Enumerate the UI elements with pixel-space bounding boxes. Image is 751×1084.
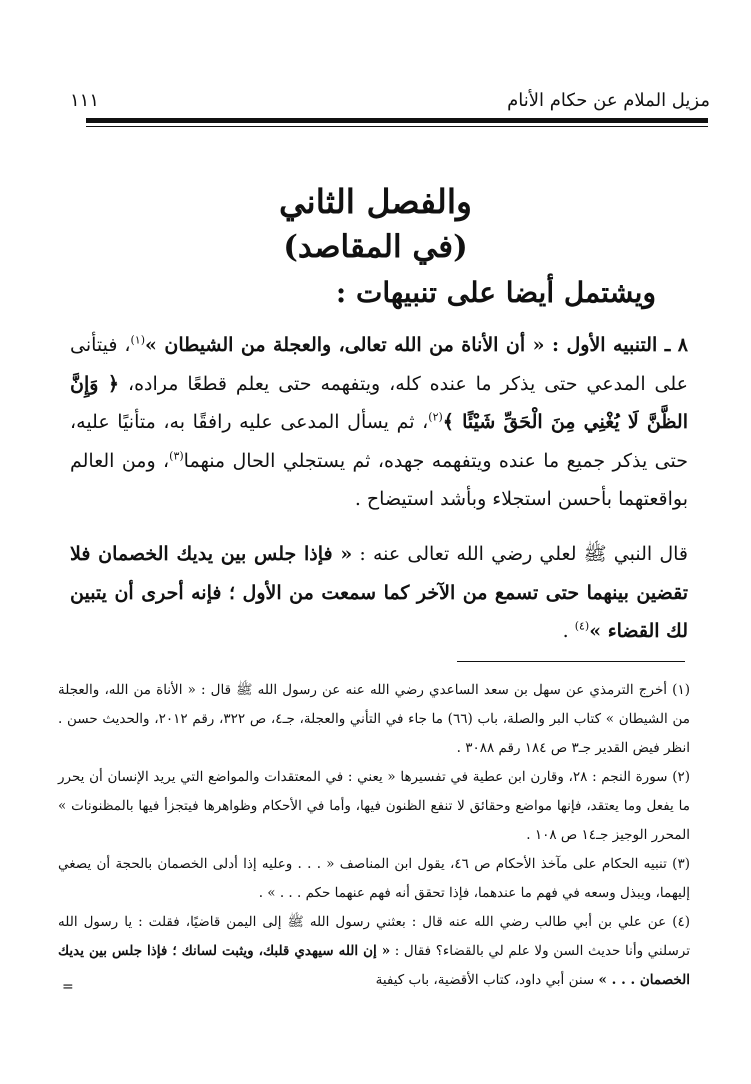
- section-first-notice: [70, 326, 688, 519]
- hadith-quote: « فإذا جلس بين يديك الخصمان فلا تقضين بينهما حتى تسمع من الآخر كما سمعت من الأول ؛ فإنه أحرى أن يتبين لك القضاء »: [70, 543, 688, 642]
- paragraph-text: ، فيتأنى على المدعي حتى يذكر ما عنده كله، ويتفهمه حتى يعلم قطعًا مراده،: [70, 334, 689, 395]
- footnote-text: سنن أبي داود، كتاب الأقضية، باب كيفية: [375, 972, 599, 988]
- page-number: ١١١: [70, 90, 100, 111]
- footnote-ref: (٤): [574, 619, 590, 633]
- notice-heading: « أن الأناة من الله تعالى، والعجلة من الشيطان »: [145, 334, 545, 356]
- footnote-number: (٢): [672, 769, 691, 785]
- footnotes: [58, 676, 690, 995]
- footnote-separator: [457, 661, 685, 662]
- footnote-text: تنبيه الحكام على مآخذ الأحكام ص ٤٦، يقول ابن المناصف « . . . وعليه إذا أدلى الخصمان بالحجة أن يصغي إليهما، ويبذل وسعه في فهم ما عندهما، فإذا تحقق أنه فهم عنهما حكم . . . » .: [58, 856, 690, 901]
- section-hadith: [70, 535, 688, 651]
- footnote-ref: (١): [130, 333, 146, 347]
- footnote: [58, 908, 690, 995]
- continuation-mark: =: [62, 979, 74, 995]
- chapter-subtitle: (في المقاصد): [283, 229, 468, 265]
- paragraph: [70, 535, 688, 651]
- chapter-intro: ويشتمل أيضا على تنبيهات :: [335, 276, 656, 309]
- notice-lead: ٨ ـ التنبيه الأول :: [544, 334, 688, 356]
- running-header: [70, 88, 710, 118]
- footnote-ref: (٢): [428, 410, 443, 424]
- footnote-text: سورة النجم : ٢٨، وقارن ابن عطية في تفسيرها « يعني : في المعتقدات والمواضع التي يريد الإنسان أن يحرر ما يفعل وما يعتقد، فإنها مواضع وحقائق لا تنفع الظنون فيها، وأما في الأحكام وظواهرها فيتجزأ فيها بالمظنونات » المحرر الوجيز جـ١٤ ص ١٠٨ .: [58, 769, 690, 843]
- footnote-text: عن علي بن أبي طالب رضي الله عنه قال : بعثني رسول الله ﷺ إلى اليمن قاضيًا، فقلت : يا رسول الله ترسلني وأنا حديث السن ولا علم لي بالقضاء؟ فقال :: [58, 914, 690, 959]
- footnote-number: (١): [672, 682, 690, 698]
- footnote-number: (٣): [672, 856, 690, 872]
- paragraph: [70, 326, 688, 519]
- header-rule-thin: [86, 126, 708, 127]
- footnote-hadith: « إن الله سيهدي قلبك، ويثبت لسانك ؛ فإذا جلس بين يديك الخصمان . . . »: [58, 943, 690, 988]
- footnote-text: أخرج الترمذي عن سهل بن سعد الساعدي رضي الله عنه عن رسول الله ﷺ قال : « الأناة من الله، والعجلة من الشيطان » كتاب البر والصلة، باب (٦٦) ما جاء في التأني والعجلة، جـ٤، ص ٣٢٢، رقم ٢٠١٢، والحديث حسن . انظر فيض القدير جـ٣ ص ١٨٤ رقم ٣٠٨٨ .: [58, 682, 690, 756]
- paragraph-text: ، ثم يسأل المدعى عليه رافقًا به، متأنيًا عليه، حتى يذكر جميع ما عنده ويتفهمه جهده، ثم يستجلي الحال منهما: [70, 411, 688, 472]
- paragraph-text: ، ومن العالم بواقعتهما بأحسن استجلاء وبأشد استيضاح .: [70, 449, 688, 510]
- header-rule-thick: [86, 118, 708, 123]
- footnote: [58, 850, 690, 908]
- quran-verse: ﴿ وَإِنَّ الظَّنَّ لَا يُغْنِي مِنَ الْحَقِّ شَيْئًا ﴾: [70, 372, 688, 433]
- footnote: [58, 763, 690, 850]
- paragraph-text: قال النبي ﷺ لعلي رضي الله تعالى عنه :: [352, 543, 689, 565]
- header-title: مزيل الملام عن حكام الأنام: [507, 90, 710, 111]
- footnote: [58, 676, 690, 763]
- footnote-ref: (٣): [169, 449, 184, 463]
- paragraph-end: .: [562, 620, 575, 642]
- chapter-title: والفصل الثاني: [279, 182, 472, 221]
- footnote-number: (٤): [672, 914, 691, 930]
